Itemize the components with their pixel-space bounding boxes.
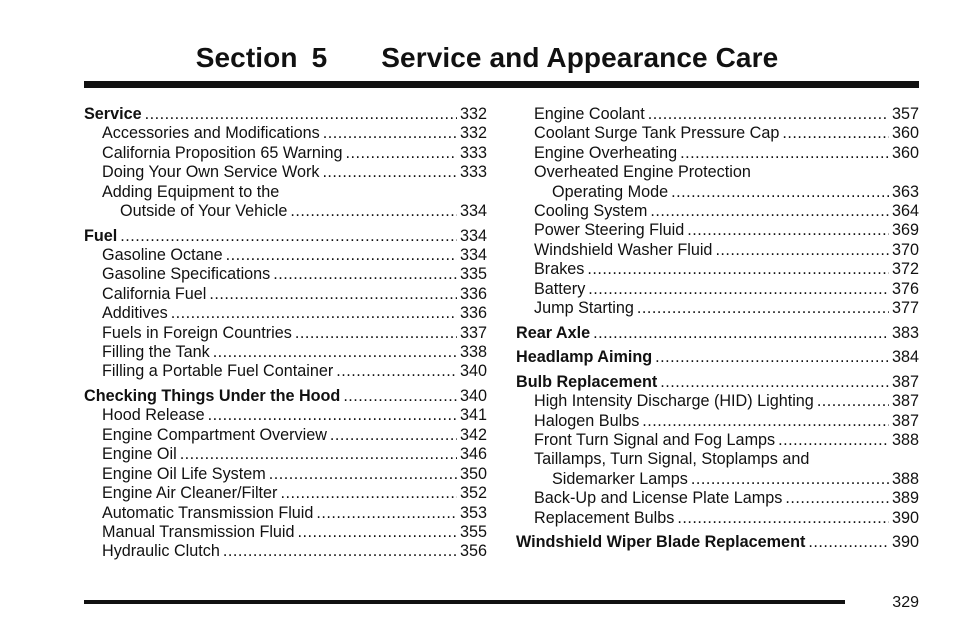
toc-label: Front Turn Signal and Fog Lamps [534,431,776,450]
toc-item[interactable] [84,246,487,265]
dot-leader [715,241,889,260]
toc-page: 383 [891,323,919,342]
toc-page: 360 [891,124,919,143]
toc-label: High Intensity Discharge (HID) Lighting [534,392,814,411]
toc-item[interactable] [84,343,487,362]
toc-page: 338 [459,343,487,362]
toc-page: 363 [891,182,919,201]
toc-label: Engine Compartment Overview [102,425,327,444]
toc-page: 360 [891,143,919,162]
toc-page: 332 [459,105,487,123]
dot-leader [171,304,457,323]
toc-label: Gasoline Octane [102,246,223,265]
dot-leader [588,280,889,299]
dot-leader [637,299,889,318]
toc-item[interactable] [516,105,919,124]
toc-label: Coolant Surge Tank Pressure Cap [534,124,780,143]
toc-item[interactable] [84,523,487,542]
dot-leader [817,392,889,411]
toc-page: 355 [459,522,487,541]
toc-item[interactable] [84,124,487,143]
toc-heading-bulb-replacement[interactable] [516,373,919,392]
toc-label: Manual Transmission Fluid [102,522,295,541]
toc-page: 384 [891,348,919,367]
toc-item[interactable] [516,489,919,508]
dot-leader [677,509,889,528]
toc-label: Engine Coolant [534,105,645,123]
toc-label: Engine Overheating [534,143,678,162]
toc-label: Hydraulic Clutch [102,542,220,561]
toc-heading-checking[interactable] [84,387,487,406]
toc-page: 369 [891,221,919,240]
dot-leader [290,202,457,221]
dot-leader [295,324,457,343]
toc-label: Service [84,105,142,123]
dot-leader [273,265,457,284]
toc-item-wrapped-first-line[interactable]: Taillamps, Turn Signal, Stoplamps and [534,450,810,469]
dot-leader [687,221,889,240]
dot-leader [785,489,889,508]
toc-page: 342 [459,425,487,444]
toc-item[interactable] [84,542,487,561]
toc-left-column [84,105,487,562]
toc-item-wrapped-first-line[interactable]: Adding Equipment to the [102,182,280,201]
dot-leader [648,105,889,124]
toc-page: 336 [459,284,487,303]
toc-item[interactable] [516,260,919,279]
header-rule [84,81,919,88]
toc-page: 388 [891,469,919,488]
toc-page: 376 [891,279,919,298]
toc-item[interactable] [84,504,487,523]
toc-page: 370 [891,240,919,259]
toc-page: 353 [459,503,487,522]
dot-leader [808,533,889,552]
toc-page: 340 [459,362,487,381]
dot-leader [120,227,457,246]
toc-label: Headlamp Aiming [516,348,653,367]
toc-page: 334 [459,246,487,265]
dot-leader [587,260,889,279]
toc-label: Engine Air Cleaner/Filter [102,484,278,503]
toc-label: Power Steering Fluid [534,221,685,240]
toc-item[interactable] [516,202,919,221]
dot-leader [671,183,889,202]
toc-item[interactable] [84,163,487,182]
toc-item[interactable] [84,484,487,503]
toc-item[interactable] [516,280,919,299]
toc-label: Replacement Bulbs [534,508,675,527]
toc-label: Cooling System [534,202,648,221]
toc-item[interactable] [84,144,487,163]
toc-item[interactable] [516,392,919,411]
dot-leader [145,105,457,124]
toc-page: 346 [459,445,487,464]
toc-page: 387 [891,372,919,391]
dot-leader [208,406,457,425]
toc-item-wrapped-second-line[interactable] [84,202,487,221]
toc-label: Windshield Wiper Blade Replacement [516,533,806,552]
toc-heading-headlamp-aiming[interactable] [516,348,919,367]
toc-page: 334 [459,202,487,221]
toc-item[interactable] [516,299,919,318]
section-number: 5 [311,42,328,73]
dot-leader [323,124,457,143]
toc-label: Fuel [84,226,118,245]
dot-leader [336,362,457,381]
dot-leader [778,431,889,450]
toc-page: 337 [459,323,487,342]
dot-leader [680,144,889,163]
dot-leader [213,343,457,362]
toc-label: Filling the Tank [102,343,210,362]
toc-page: 389 [891,489,919,508]
toc-item[interactable] [516,509,919,528]
toc-page: 387 [891,392,919,411]
toc-page: 352 [459,484,487,503]
dot-leader [269,465,457,484]
toc-item[interactable] [516,124,919,143]
dot-leader [346,144,457,163]
toc-item[interactable] [84,426,487,445]
toc-label: Operating Mode [552,182,669,201]
toc-page: 390 [891,508,919,527]
toc-label: Brakes [534,260,585,279]
toc-label: Hood Release [102,406,205,425]
toc-page: 388 [891,431,919,450]
toc-label: Windshield Washer Fluid [534,240,713,259]
dot-leader [298,523,457,542]
toc-label: Additives [102,304,168,323]
toc-label: Sidemarker Lamps [552,469,688,488]
toc-label: Doing Your Own Service Work [102,163,320,182]
toc-page: 334 [459,226,487,245]
section-label: Section [195,42,298,73]
dot-leader [655,348,889,367]
toc-label: Accessories and Modifications [102,124,320,143]
toc-heading-wiper-blade[interactable] [516,533,919,552]
toc-item[interactable] [84,304,487,323]
dot-leader [650,202,889,221]
dot-leader [223,542,457,561]
dot-leader [322,163,457,182]
page-title [0,42,954,74]
toc-page: 333 [459,143,487,162]
toc-heading-fuel[interactable] [84,227,487,246]
page-number: 329 [892,594,919,611]
toc-page: 340 [459,387,487,406]
toc-label: Checking Things Under the Hood [84,387,341,406]
toc-label: Bulb Replacement [516,372,658,391]
toc-item[interactable] [516,241,919,260]
toc-item[interactable] [516,144,919,163]
toc-item[interactable] [84,445,487,464]
dot-leader [180,445,457,464]
toc-label: Jump Starting [534,299,634,318]
toc-item[interactable] [84,465,487,484]
toc-item[interactable] [516,412,919,431]
toc-item[interactable] [84,324,487,343]
toc-right-column [516,105,919,553]
toc-page: 364 [891,202,919,221]
toc-heading-service[interactable] [84,105,487,124]
dot-leader [593,324,889,343]
toc-label: Halogen Bulbs [534,411,640,430]
dot-leader [226,246,457,265]
dot-leader [209,285,457,304]
dot-leader [330,426,457,445]
toc-item[interactable] [516,431,919,450]
toc-label: Battery [534,279,586,298]
toc-page: 356 [459,542,487,561]
toc-item-wrapped-second-line[interactable] [516,470,919,489]
toc-label: California Proposition 65 Warning [102,143,343,162]
dot-leader [343,387,457,406]
toc-label: Engine Oil [102,445,177,464]
toc-item[interactable] [516,221,919,240]
dot-leader [280,484,457,503]
toc-page: 335 [459,265,487,284]
toc-item-wrapped-second-line[interactable] [516,183,919,202]
toc-page: 350 [459,464,487,483]
toc-label: Fuels in Foreign Countries [102,323,292,342]
toc-label: Outside of Your Vehicle [120,202,288,221]
toc-page: 377 [891,299,919,318]
toc-page: 387 [891,411,919,430]
toc-item[interactable] [84,362,487,381]
toc-label: Gasoline Specifications [102,265,271,284]
toc-label: Back-Up and License Plate Lamps [534,489,783,508]
toc-label: California Fuel [102,284,207,303]
dot-leader [316,504,457,523]
toc-page: 357 [891,105,919,123]
toc-page: 372 [891,260,919,279]
toc-item[interactable] [84,285,487,304]
toc-page: 341 [459,406,487,425]
toc-page: 332 [459,124,487,143]
toc-label: Filling a Portable Fuel Container [102,362,334,381]
toc-heading-rear-axle[interactable] [516,324,919,343]
dot-leader [691,470,889,489]
toc-label: Rear Axle [516,323,591,342]
toc-page: 333 [459,163,487,182]
footer-rule [84,600,845,604]
toc-item[interactable] [84,265,487,284]
section-name: Service and Appearance Care [381,42,779,73]
toc-page: 390 [891,533,919,552]
toc-label: Engine Oil Life System [102,464,266,483]
toc-item[interactable] [84,406,487,425]
toc-label: Automatic Transmission Fluid [102,503,314,522]
toc-page: 336 [459,304,487,323]
dot-leader [642,412,889,431]
dot-leader [782,124,889,143]
dot-leader [660,373,889,392]
toc-item-wrapped-first-line[interactable]: Overheated Engine Protection [534,163,751,182]
